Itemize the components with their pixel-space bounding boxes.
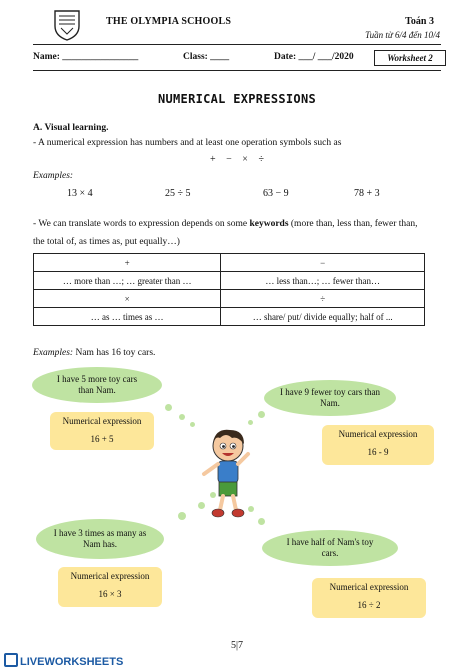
expression-box-2: Numerical expression 16 - 9 (322, 425, 434, 465)
page-number: 5|7 (230, 640, 243, 651)
field-divider (33, 70, 441, 71)
table-row (34, 254, 425, 272)
thought-dot (178, 512, 186, 520)
intro-text: - A numerical expression has numbers and at least one operation symbols such as (33, 138, 342, 148)
table-cell: … more than …; … greater than … (34, 272, 221, 290)
keywords-line-2: the total of, as times as, put equally…) (33, 237, 180, 247)
date-field[interactable]: Date: ___/ ___/2020 (274, 52, 354, 62)
keywords-line-1: - We can translate words to expression depends on some keywords (more than, less than, fewer than, (33, 219, 418, 229)
speech-cloud-1: I have 5 more toy cars than Nam. (32, 367, 162, 403)
section-heading: A. Visual learning. (33, 123, 109, 133)
school-logo-icon (50, 8, 84, 42)
class-field[interactable]: Class: ____ (183, 52, 230, 62)
table-row (34, 272, 425, 290)
table-cell: × (34, 290, 221, 308)
operator-symbols: + − × ÷ (210, 154, 264, 165)
table-cell: − (221, 254, 425, 272)
speech-cloud-2: I have 9 fewer toy cars than Nam. (264, 380, 396, 416)
thought-dot (179, 414, 185, 420)
name-field[interactable]: Name: ________________ (33, 52, 139, 62)
table-cell: … share/ put/ divide equally; half of ... (221, 308, 425, 326)
expression-box-3: Numerical expression 16 × 3 (58, 567, 162, 607)
example-2: 25 ÷ 5 (165, 188, 191, 199)
school-name: THE OLYMPIA SCHOOLS (106, 16, 232, 27)
boy-illustration-icon (196, 424, 260, 520)
header-divider (33, 44, 441, 45)
table-row (34, 290, 425, 308)
thought-dot (258, 411, 265, 418)
page-title: NUMERICAL EXPRESSIONS (157, 92, 317, 106)
speech-cloud-4: I have half of Nam's toy cars. (262, 530, 398, 566)
example-4: 78 + 3 (354, 188, 380, 199)
table-cell: … less than…; … fewer than… (221, 272, 425, 290)
thought-dot (165, 404, 172, 411)
liveworksheets-icon (4, 653, 18, 667)
expression-box-4: Numerical expression 16 ÷ 2 (312, 578, 426, 618)
liveworksheets-logo: LIVEWORKSHEETS (4, 653, 123, 668)
week-dates: Tuần từ 6/4 đến 10/4 (365, 30, 440, 40)
table-cell: + (34, 254, 221, 272)
keywords-bold: keywords (249, 219, 289, 229)
keyword-table (33, 253, 425, 326)
table-cell: … as … times as … (34, 308, 221, 326)
table-cell: ÷ (221, 290, 425, 308)
examples-label: Examples: (33, 171, 74, 181)
table-row (34, 308, 425, 326)
example-1: 13 × 4 (67, 188, 93, 199)
speech-cloud-3: I have 3 times as many as Nam has. (36, 519, 164, 559)
example-intro: Examples: Nam has 16 toy cars. (33, 348, 156, 358)
thought-dot (190, 422, 195, 427)
worksheet-badge: Worksheet 2 (374, 50, 446, 66)
subject-label: Toán 3 (405, 16, 434, 27)
example-3: 63 − 9 (263, 188, 289, 199)
expression-box-1: Numerical expression 16 + 5 (50, 412, 154, 450)
